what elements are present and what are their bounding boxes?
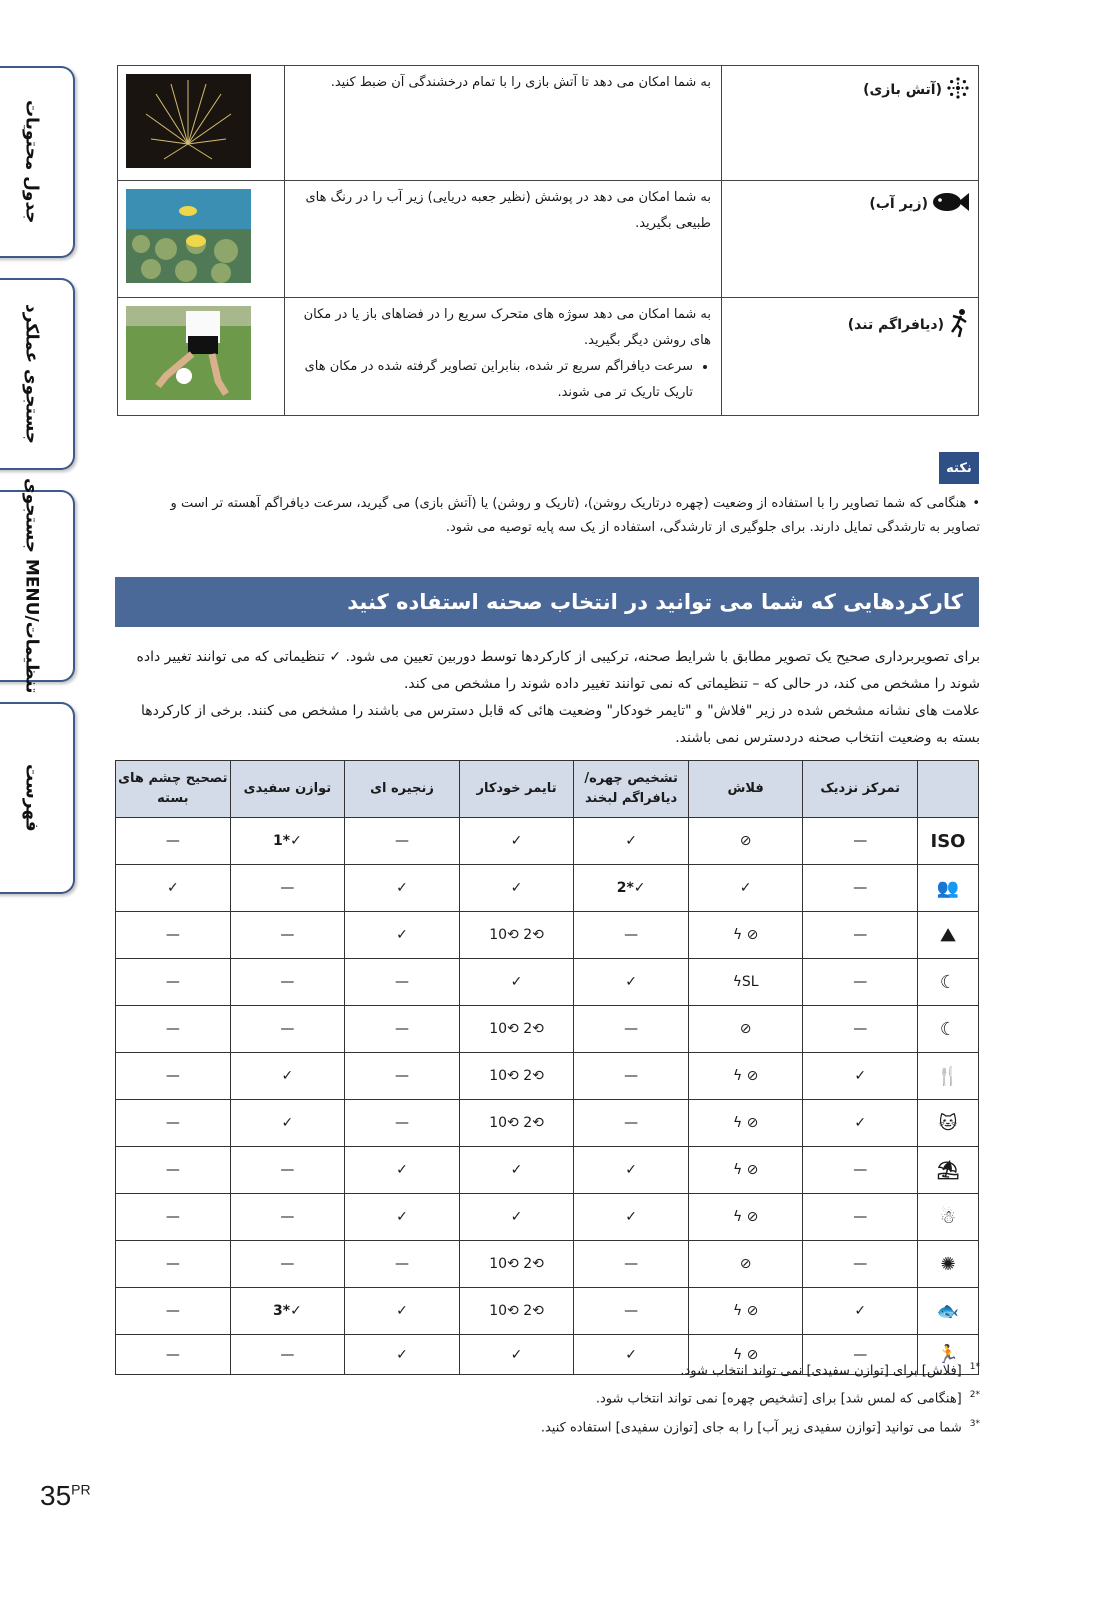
underwater-photo — [126, 189, 251, 283]
function-table-body — [116, 818, 979, 1375]
header-flash: فلاش — [688, 761, 803, 818]
function-cell: ⟲2 ⟲10 — [459, 1100, 574, 1147]
header-scene-col — [918, 761, 979, 818]
function-row — [116, 1241, 979, 1288]
function-cell: — — [803, 1241, 918, 1288]
function-cell: — — [803, 959, 918, 1006]
function-cell: ⊘ — [688, 1241, 803, 1288]
function-cell: ✓ — [345, 1194, 460, 1241]
header-white-balance: توازن سفیدی — [230, 761, 345, 818]
function-cell: ⟲2 ⟲10 — [459, 912, 574, 959]
function-row — [116, 865, 979, 912]
function-cell: ✓ — [230, 1053, 345, 1100]
function-cell: ✓ — [459, 1194, 574, 1241]
function-cell: — — [803, 1006, 918, 1053]
header-self-timer: تایمر خودکار — [459, 761, 574, 818]
underwater-photo-cell — [118, 181, 285, 298]
scene-row-underwater — [118, 181, 979, 298]
function-cell: ⊘ — [688, 1006, 803, 1053]
function-cell: ⟲2 ⟲10 — [459, 1288, 574, 1335]
function-cell: — — [345, 1241, 460, 1288]
function-row — [116, 959, 979, 1006]
soccer-photo — [126, 306, 251, 400]
function-cell: — — [230, 1241, 345, 1288]
running-person-icon — [948, 308, 970, 342]
scene-name-hispeed — [722, 298, 979, 416]
footnote-1-mark: *1 — [969, 1362, 980, 1372]
footnote-3-mark: *3 — [969, 1418, 980, 1429]
function-cell: — — [345, 959, 460, 1006]
page-number — [40, 1480, 91, 1512]
scene-name-underwater-label: (زیر آب) — [869, 196, 928, 212]
function-cell: — — [574, 1100, 689, 1147]
iso-icon: ISO — [918, 818, 979, 865]
fish-icon: 🐟 — [918, 1288, 979, 1335]
note-badge — [939, 452, 979, 484]
function-cell: ✓ — [574, 1147, 689, 1194]
tab-contents-label: جدول محتویات — [21, 100, 42, 224]
scene-row-fireworks — [118, 66, 979, 181]
function-cell: ⟲2 ⟲10 — [459, 1053, 574, 1100]
function-cell: ✓ — [116, 865, 231, 912]
running-person-icon: 🏃 — [918, 1335, 979, 1375]
function-cell: ⟲2 ⟲10 — [459, 1006, 574, 1053]
function-table-header-row — [116, 761, 979, 818]
function-availability-table — [115, 760, 979, 1375]
function-cell: — — [803, 1147, 918, 1194]
function-cell: — — [116, 1053, 231, 1100]
twilight-portrait-icon: ☾ — [918, 959, 979, 1006]
header-face-detection: تشخیص چهره/ دیافراگم لبخند — [574, 761, 689, 818]
function-cell: ⊘ ϟ — [688, 1053, 803, 1100]
function-cell: — — [574, 1241, 689, 1288]
function-cell: ✓ — [803, 1100, 918, 1147]
function-cell: ✓*3 — [230, 1288, 345, 1335]
function-cell: — — [345, 1053, 460, 1100]
function-cell: — — [230, 912, 345, 959]
function-cell: — — [230, 1147, 345, 1194]
scene-desc-fireworks-text: به شما امکان می دهد تا آتش بازی را با تمام درخشندگی آن ضبط کنید. — [330, 75, 711, 90]
function-cell: — — [116, 1241, 231, 1288]
tab-contents[interactable] — [0, 66, 75, 258]
function-cell: ✓ — [459, 959, 574, 1006]
function-cell: — — [116, 1147, 231, 1194]
function-cell: — — [116, 959, 231, 1006]
function-cell: ϟSL — [688, 959, 803, 1006]
function-cell: — — [116, 1006, 231, 1053]
beach-icon: ⛱ — [918, 1147, 979, 1194]
function-row — [116, 1194, 979, 1241]
fireworks-icon — [946, 76, 970, 104]
function-cell: ✓ — [345, 1335, 460, 1375]
function-cell: — — [345, 818, 460, 865]
pet-icon: 🐱 — [918, 1100, 979, 1147]
function-cell: — — [803, 865, 918, 912]
function-cell: ⊘ ϟ — [688, 1147, 803, 1194]
function-cell: ⊘ ϟ — [688, 1100, 803, 1147]
function-cell: ✓ — [230, 1100, 345, 1147]
function-cell: — — [116, 912, 231, 959]
function-row — [116, 1053, 979, 1100]
intro-paragraph-1: برای تصویربرداری صحیح یک تصویر مطابق با شرایط صحنه، ترکیبی از کارکردها توسط دوربین تعیین می شود. ✓ تنظیماتی که می توانند تغییر داده شوند را مشخص می کند، در حالی که – تنظیماتی که نمی توانند تغییر داده شوند را مشخص می کند. — [136, 649, 980, 692]
function-cell: — — [803, 818, 918, 865]
scene-name-fireworks — [722, 66, 979, 181]
scene-row-hispeed — [118, 298, 979, 416]
function-row — [116, 1100, 979, 1147]
function-cell: ⊘ ϟ — [688, 912, 803, 959]
function-cell: — — [803, 912, 918, 959]
scene-bullets-hispeed — [295, 354, 711, 406]
function-cell: ✓ — [688, 865, 803, 912]
footnote-3 — [540, 1412, 980, 1440]
function-cell: ✓ — [803, 1053, 918, 1100]
function-cell: — — [345, 1100, 460, 1147]
tab-index[interactable] — [0, 702, 75, 894]
function-row — [116, 912, 979, 959]
function-cell: ✓ — [574, 1194, 689, 1241]
gourmet-icon: 🍴 — [918, 1053, 979, 1100]
function-cell: ✓ — [345, 912, 460, 959]
function-cell: ⊘ — [688, 818, 803, 865]
function-cell: ✓ — [345, 1288, 460, 1335]
function-cell: — — [230, 1194, 345, 1241]
function-cell: ⟲2 ⟲10 — [459, 1241, 574, 1288]
section-title: کارکردهایی که شما می توانید در انتخاب صحنه استفاده کنید — [347, 590, 963, 614]
function-cell: — — [574, 1288, 689, 1335]
intro-paragraph-2: علامت های نشانه مشخص شده در زیر "فلاش" و "تایمر خودکار" وضعیت هائی که قابل دسترس می باشند را مشخص می کنند. برخی از کارکردها بسته به وضعیت انتخاب صحنه دردسترس نمی باشند. — [140, 703, 980, 746]
scene-desc-underwater — [285, 181, 722, 298]
function-cell: — — [803, 1194, 918, 1241]
scene-desc-hispeed-text: به شما امکان می دهد سوژه های متحرک سریع را در فضاهای باز یا در مکان های روشن دیگر بگیرید. — [303, 307, 711, 348]
scene-description-table — [117, 65, 979, 416]
twilight-icon: ☾ — [918, 1006, 979, 1053]
page-number-value: 35 — [40, 1480, 72, 1511]
scene-name-underwater — [722, 181, 979, 298]
fireworks-photo — [126, 74, 251, 168]
tab-menu-settings[interactable] — [0, 478, 75, 694]
function-cell: ✓ — [459, 865, 574, 912]
function-row — [116, 1147, 979, 1194]
footnote-1-text: [فلاش] برای [توازن سفیدی] نمی تواند انتخاب شود. — [680, 1363, 962, 1379]
function-cell: ⊘ ϟ — [688, 1288, 803, 1335]
function-cell: — — [230, 959, 345, 1006]
scene-name-hispeed-label: (دیافراگم تند) — [847, 317, 944, 333]
function-cell: — — [803, 1335, 918, 1375]
function-cell: — — [116, 1194, 231, 1241]
section-header — [115, 577, 979, 627]
function-cell: — — [116, 1100, 231, 1147]
function-cell: — — [574, 1053, 689, 1100]
header-closed-eye: تصحیح چشم های بسته — [116, 761, 231, 818]
function-cell: ✓ — [345, 1147, 460, 1194]
header-closeup: تمرکز نزدیک — [803, 761, 918, 818]
footnote-3-text: شما می توانید [توازن سفیدی زیر آب] را به جای [توازن سفیدی] استفاده کنید. — [540, 1419, 962, 1435]
function-cell: ✓ — [574, 959, 689, 1006]
function-cell: ⊘ ϟ — [688, 1194, 803, 1241]
soft-snap-icon: 👥 — [918, 865, 979, 912]
function-cell: — — [116, 818, 231, 865]
function-cell: — — [574, 1006, 689, 1053]
footnotes — [540, 1355, 980, 1440]
function-cell: ✓ — [459, 1147, 574, 1194]
snow-icon: ☃ — [918, 1194, 979, 1241]
fish-icon — [932, 191, 970, 217]
footnote-2 — [540, 1383, 980, 1411]
scene-desc-underwater-text: به شما امکان می دهد در پوشش (نظیر جعبه دریایی) زیر آب را در رنگ های طبیعی بگیرید. — [305, 190, 711, 231]
tab-index-label: فهرست — [21, 764, 42, 832]
note-badge-label: نکته — [946, 460, 972, 476]
tab-function-search[interactable] — [0, 278, 75, 470]
function-cell: — — [230, 1006, 345, 1053]
function-cell: ✓ — [803, 1288, 918, 1335]
fireworks-photo-cell — [118, 66, 285, 181]
function-cell: ⊘ ϟ — [688, 1335, 803, 1375]
function-cell: — — [116, 1288, 231, 1335]
scene-desc-hispeed — [285, 298, 722, 416]
function-cell: — — [116, 1335, 231, 1375]
function-cell: — — [230, 1335, 345, 1375]
function-row — [116, 818, 979, 865]
scene-desc-fireworks — [285, 66, 722, 181]
function-row — [116, 1006, 979, 1053]
function-cell: — — [574, 912, 689, 959]
function-cell: ✓*1 — [230, 818, 345, 865]
fireworks-icon: ✺ — [918, 1241, 979, 1288]
landscape-icon: ⛰ — [918, 912, 979, 959]
footnote-1 — [540, 1355, 980, 1383]
soccer-photo-cell — [118, 298, 285, 416]
function-cell: ✓ — [459, 1335, 574, 1375]
function-cell: ✓*2 — [574, 865, 689, 912]
function-row — [116, 1288, 979, 1335]
function-cell: ✓ — [345, 865, 460, 912]
footnote-2-mark: *2 — [969, 1390, 980, 1401]
bullet-dot: • — [972, 496, 980, 511]
page-number-suffix: PR — [71, 1481, 91, 1498]
function-cell: ✓ — [459, 818, 574, 865]
tab-menu-settings-label: جستجوی MENU/تنظیمات — [21, 478, 42, 694]
tab-function-search-label: جستجوی عملکرد — [21, 303, 42, 445]
intro-text — [118, 644, 980, 752]
function-cell: — — [230, 865, 345, 912]
scene-name-fireworks-label: (آتش بازی) — [863, 82, 942, 98]
note-text-block — [135, 492, 980, 540]
header-burst: زنجیره ای — [345, 761, 460, 818]
function-cell: — — [345, 1006, 460, 1053]
function-cell: ✓ — [574, 818, 689, 865]
function-cell: ✓ — [574, 1335, 689, 1375]
footnote-2-text: [هنگامی که لمس شد] برای [تشخیص چهره] نمی تواند انتخاب شود. — [595, 1391, 962, 1407]
scene-bullet-hispeed: • سرعت دیافراگم سریع تر شده، بنابراین تصاویر گرفته شده در مکان های تاریک تاریک تر می شوند. — [295, 354, 693, 406]
note-text: هنگامی که شما تصاویر را با استفاده از وضعیت (چهره درتاریک روشن)، (تاریک و روشن) یا (آتش بازی) می گیرید، سرعت دیافراگم آهسته تر است و تصاویر به تارشدگی تمایل دارند. برای جلوگیری از تارشدگی، استفاده از یک سه پایه توصیه می شود. — [170, 496, 980, 535]
